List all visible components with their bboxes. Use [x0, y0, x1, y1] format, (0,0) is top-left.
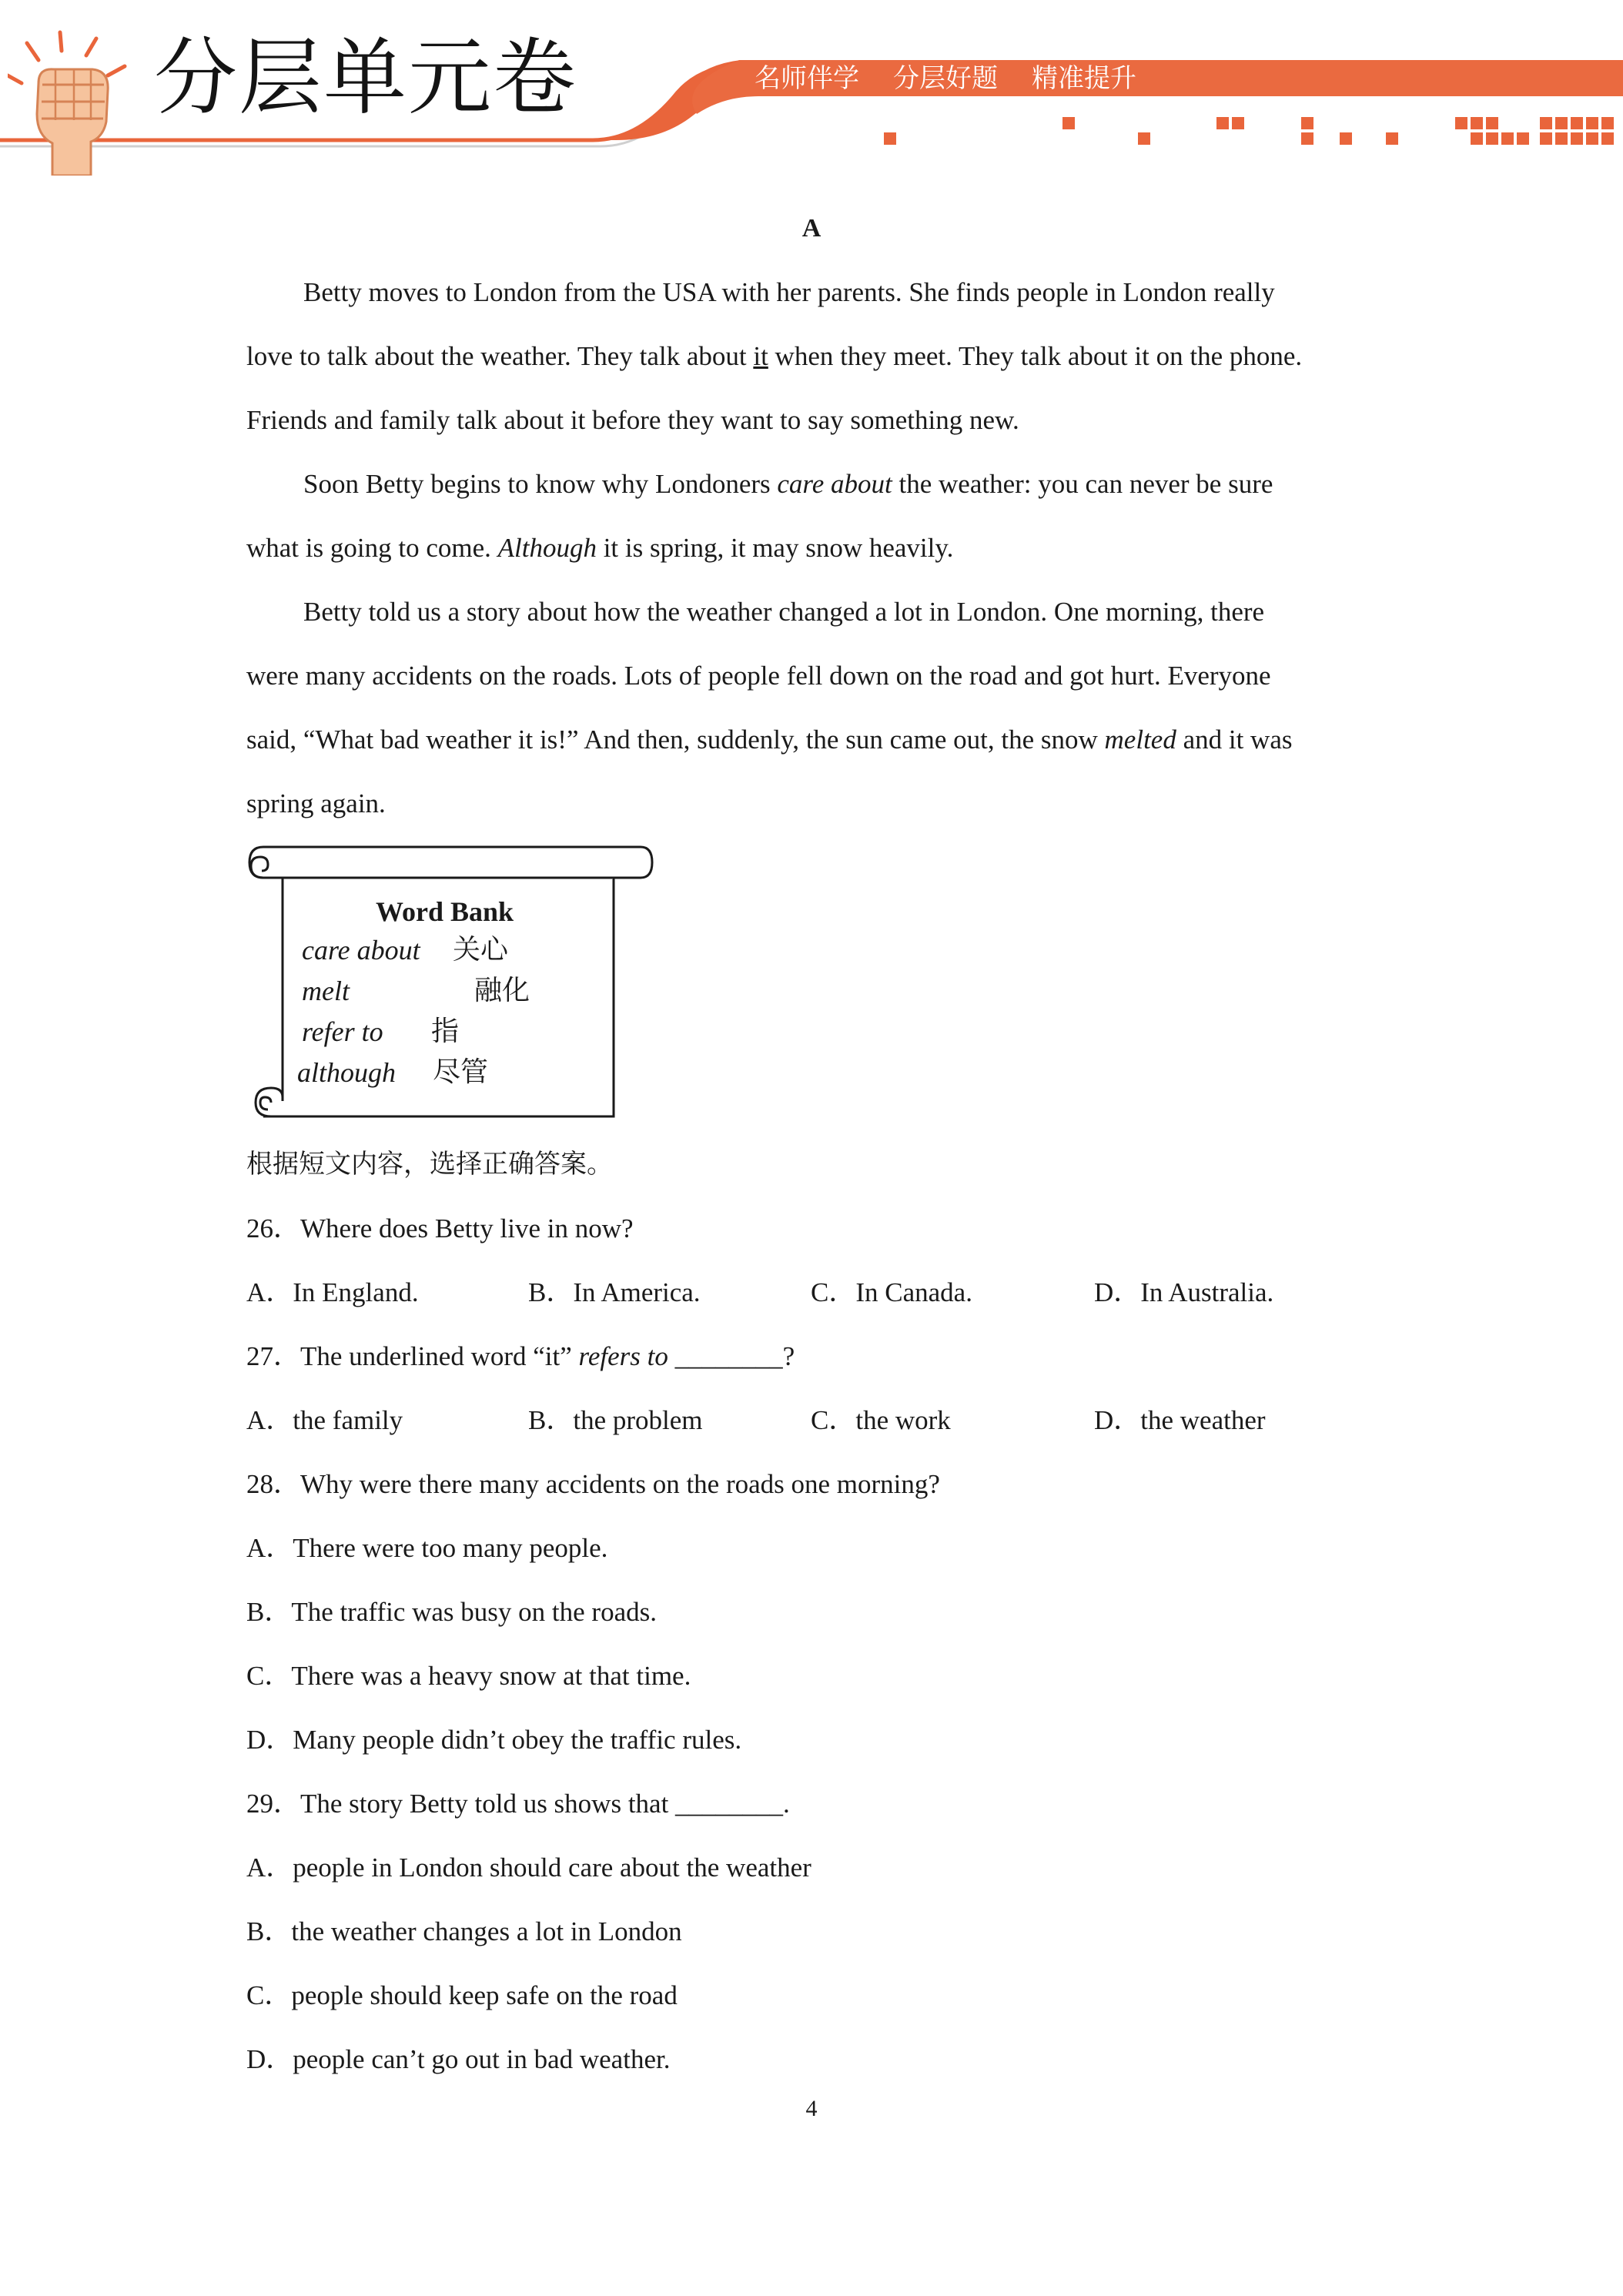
underlined-word: it [753, 341, 768, 371]
word-bank-term: melt [302, 976, 350, 1006]
option-b[interactable]: B．The traffic was busy on the roads. [246, 1597, 657, 1627]
instruction-text: 根据短文内容，选择正确答案。 [246, 1149, 613, 1180]
option-b[interactable]: B．the problem [528, 1405, 703, 1435]
word-bank-term: refer to [302, 1016, 383, 1047]
word-bank-meaning: 融化 [474, 975, 530, 1006]
passage-line: love to talk about the weather. They talk about it when they meet. They talk about it on the phone. [246, 341, 1303, 371]
passage-line: Friends and family talk about it before they want to say something new. [246, 405, 1019, 435]
word-bank-meaning: 尽管 [433, 1056, 489, 1088]
passage-line: Betty moves to London from the USA with her parents. She finds people in London really [303, 277, 1275, 307]
question-stem: 27．The underlined word “it” refers to ________? [246, 1341, 795, 1371]
passage-line: were many accidents on the roads. Lots of people fell down on the road and got hurt. Everyone [246, 661, 1271, 691]
header-banner [0, 0, 1623, 177]
option-d[interactable]: D．Many people didn’t obey the traffic rules. [246, 1725, 742, 1755]
question-stem: 26．Where does Betty live in now? [246, 1213, 634, 1243]
option-a[interactable]: A．There were too many people. [246, 1533, 608, 1563]
question-stem: 29．The story Betty told us shows that ________. [246, 1789, 790, 1819]
option-a[interactable]: A．In England. [246, 1277, 419, 1307]
word-bank-term: care about [302, 935, 420, 966]
slogan-2: 分层好题 [893, 63, 998, 94]
option-d[interactable]: D．In Australia. [1094, 1277, 1274, 1307]
passage-line: spring again. [246, 788, 386, 818]
slogan-3: 精准提升 [1032, 63, 1136, 94]
option-c[interactable]: C．the work [811, 1405, 951, 1435]
word-bank-term: although [297, 1057, 397, 1088]
option-b[interactable]: B．the weather changes a lot in London [246, 1916, 682, 1946]
option-d[interactable]: D．the weather [1094, 1405, 1266, 1435]
passage-line: what is going to come. Although it is spring, it may snow heavily. [246, 533, 954, 563]
header-title: 分层单元卷 [154, 30, 578, 126]
option-a[interactable]: A．the family [246, 1405, 403, 1435]
section-label: A [801, 214, 822, 243]
word-bank-title: Word Bank [376, 896, 514, 927]
page-number: 4 [805, 2096, 818, 2121]
slogan-1: 名师伴学 [755, 63, 859, 94]
fist-icon [8, 29, 139, 176]
option-c[interactable]: C．people should keep safe on the road [246, 1980, 678, 2010]
passage-line: said, “What bad weather it is!” And then, suddenly, the sun came out, the snow melted and it was [246, 725, 1293, 755]
word-bank-meaning: 关心 [453, 934, 509, 966]
question-stem: 28．Why were there many accidents on the roads one morning? [246, 1469, 940, 1499]
option-c[interactable]: C．There was a heavy snow at that time. [246, 1661, 691, 1691]
word-bank-meaning: 指 [431, 1016, 460, 1047]
passage-line: Soon Betty begins to know why Londoners care about the weather: you can never be sure [303, 469, 1273, 499]
option-b[interactable]: B．In America. [528, 1277, 701, 1307]
option-c[interactable]: C．In Canada. [811, 1277, 972, 1307]
option-a[interactable]: A．people in London should care about the weather [246, 1853, 812, 1883]
passage-line: Betty told us a story about how the weather changed a lot in London. One morning, there [303, 597, 1265, 627]
option-d[interactable]: D．people can’t go out in bad weather. [246, 2044, 671, 2074]
